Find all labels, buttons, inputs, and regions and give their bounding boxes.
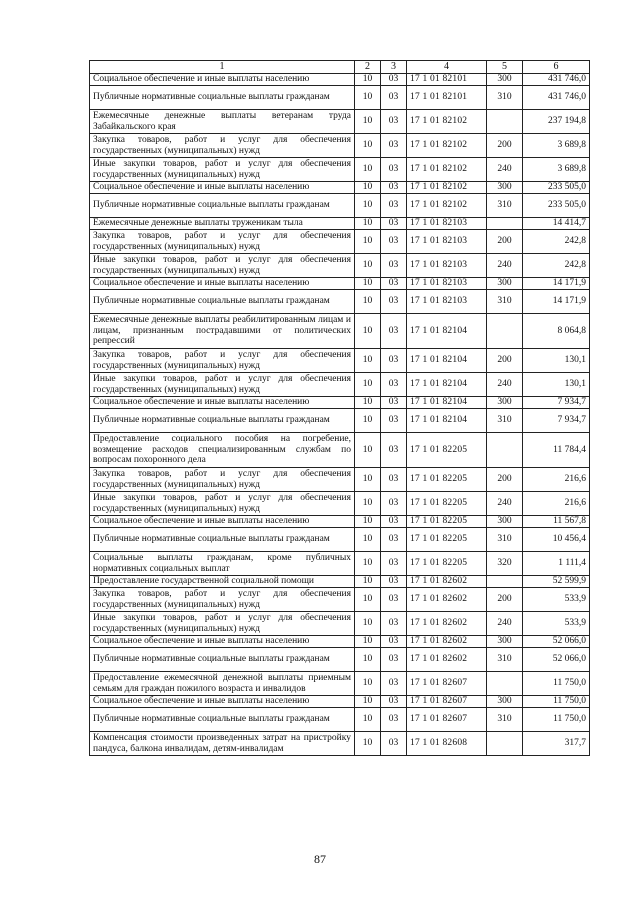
expense-name-cell: Иные закупки товаров, работ и услуг для обеспечения государственных (муниципальных) нужд xyxy=(90,254,355,278)
expense-type-cell: 310 xyxy=(487,409,523,433)
expense-type-cell xyxy=(487,732,523,756)
amount-cell: 317,7 xyxy=(523,732,590,756)
amount-cell: 11 750,0 xyxy=(523,672,590,696)
target-article-cell: 17 1 01 82101 xyxy=(407,74,487,86)
amount-cell: 233 505,0 xyxy=(523,182,590,194)
table-row xyxy=(90,672,590,696)
subsection-cell: 03 xyxy=(381,182,407,194)
amount-cell: 14 414,7 xyxy=(523,218,590,230)
amount-cell: 10 456,4 xyxy=(523,528,590,552)
section-cell: 10 xyxy=(355,194,381,218)
subsection-cell: 03 xyxy=(381,648,407,672)
target-article-cell: 17 1 01 82607 xyxy=(407,696,487,708)
table-row xyxy=(90,86,590,110)
target-article-cell: 17 1 01 82205 xyxy=(407,528,487,552)
amount-cell: 1 111,4 xyxy=(523,552,590,576)
subsection-cell: 03 xyxy=(381,516,407,528)
expense-type-cell xyxy=(487,433,523,468)
section-cell: 10 xyxy=(355,672,381,696)
section-cell: 10 xyxy=(355,492,381,516)
table-row xyxy=(90,218,590,230)
table-row xyxy=(90,433,590,468)
target-article-cell: 17 1 01 82103 xyxy=(407,290,487,314)
section-cell: 10 xyxy=(355,576,381,588)
amount-cell: 52 599,9 xyxy=(523,576,590,588)
subsection-cell: 03 xyxy=(381,134,407,158)
target-article-cell: 17 1 01 82102 xyxy=(407,194,487,218)
column-header: 4 xyxy=(407,61,487,74)
column-header: 6 xyxy=(523,61,590,74)
target-article-cell: 17 1 01 82205 xyxy=(407,468,487,492)
expense-name-cell: Закупка товаров, работ и услуг для обеспечения государственных (муниципальных) нужд xyxy=(90,588,355,612)
target-article-cell: 17 1 01 82104 xyxy=(407,314,487,349)
expense-name-cell: Публичные нормативные социальные выплаты гражданам xyxy=(90,290,355,314)
expense-name-cell: Предоставление ежемесячной денежной выплаты приемным семьям для граждан пожилого возраста и инвалидов xyxy=(90,672,355,696)
expense-name-cell: Ежемесячные денежные выплаты реабилитированным лицам и лицам, признанным пострадавшими от политических репрессий xyxy=(90,314,355,349)
subsection-cell: 03 xyxy=(381,314,407,349)
target-article-cell: 17 1 01 82602 xyxy=(407,576,487,588)
subsection-cell: 03 xyxy=(381,552,407,576)
section-cell: 10 xyxy=(355,278,381,290)
table-row xyxy=(90,492,590,516)
expense-name-cell: Социальное обеспечение и иные выплаты населению xyxy=(90,278,355,290)
target-article-cell: 17 1 01 82205 xyxy=(407,492,487,516)
expense-type-cell: 300 xyxy=(487,636,523,648)
table-row xyxy=(90,110,590,134)
target-article-cell: 17 1 01 82602 xyxy=(407,588,487,612)
subsection-cell: 03 xyxy=(381,672,407,696)
section-cell: 10 xyxy=(355,290,381,314)
amount-cell: 52 066,0 xyxy=(523,648,590,672)
expense-name-cell: Социальное обеспечение и иные выплаты населению xyxy=(90,74,355,86)
subsection-cell: 03 xyxy=(381,636,407,648)
expense-name-cell: Публичные нормативные социальные выплаты гражданам xyxy=(90,86,355,110)
expense-name-cell: Иные закупки товаров, работ и услуг для обеспечения государственных (муниципальных) нужд xyxy=(90,612,355,636)
amount-cell: 242,8 xyxy=(523,254,590,278)
expense-type-cell: 310 xyxy=(487,194,523,218)
amount-cell: 14 171,9 xyxy=(523,278,590,290)
target-article-cell: 17 1 01 82102 xyxy=(407,182,487,194)
expense-type-cell: 240 xyxy=(487,492,523,516)
expense-type-cell: 310 xyxy=(487,290,523,314)
table-row xyxy=(90,373,590,397)
expense-name-cell: Публичные нормативные социальные выплаты гражданам xyxy=(90,409,355,433)
budget-table xyxy=(89,60,590,756)
expense-type-cell: 310 xyxy=(487,86,523,110)
expense-name-cell: Предоставление государственной социальной помощи xyxy=(90,576,355,588)
expense-name-cell: Иные закупки товаров, работ и услуг для обеспечения государственных (муниципальных) нужд xyxy=(90,492,355,516)
expense-type-cell: 300 xyxy=(487,74,523,86)
table-row xyxy=(90,576,590,588)
table-header-row xyxy=(90,61,590,74)
section-cell: 10 xyxy=(355,158,381,182)
expense-type-cell: 200 xyxy=(487,134,523,158)
expense-type-cell: 200 xyxy=(487,588,523,612)
amount-cell: 130,1 xyxy=(523,373,590,397)
amount-cell: 242,8 xyxy=(523,230,590,254)
table-row xyxy=(90,552,590,576)
expense-type-cell xyxy=(487,218,523,230)
section-cell: 10 xyxy=(355,552,381,576)
amount-cell: 216,6 xyxy=(523,468,590,492)
expense-name-cell: Компенсация стоимости произведенных затрат на пристройку пандуса, балкона инвалидам, детям-инвалидам xyxy=(90,732,355,756)
target-article-cell: 17 1 01 82103 xyxy=(407,254,487,278)
column-header: 2 xyxy=(355,61,381,74)
table-row xyxy=(90,516,590,528)
amount-cell: 533,9 xyxy=(523,612,590,636)
expense-type-cell: 310 xyxy=(487,648,523,672)
table-row xyxy=(90,588,590,612)
subsection-cell: 03 xyxy=(381,110,407,134)
amount-cell: 233 505,0 xyxy=(523,194,590,218)
expense-name-cell: Социальное обеспечение и иные выплаты населению xyxy=(90,397,355,409)
subsection-cell: 03 xyxy=(381,158,407,182)
table-row xyxy=(90,134,590,158)
amount-cell: 7 934,7 xyxy=(523,397,590,409)
section-cell: 10 xyxy=(355,708,381,732)
table-row xyxy=(90,648,590,672)
section-cell: 10 xyxy=(355,373,381,397)
section-cell: 10 xyxy=(355,134,381,158)
amount-cell: 130,1 xyxy=(523,349,590,373)
target-article-cell: 17 1 01 82101 xyxy=(407,86,487,110)
table-row xyxy=(90,290,590,314)
amount-cell: 11 750,0 xyxy=(523,708,590,732)
column-header: 3 xyxy=(381,61,407,74)
section-cell: 10 xyxy=(355,468,381,492)
amount-cell: 237 194,8 xyxy=(523,110,590,134)
section-cell: 10 xyxy=(355,516,381,528)
section-cell: 10 xyxy=(355,230,381,254)
table-row xyxy=(90,636,590,648)
expense-type-cell: 240 xyxy=(487,612,523,636)
subsection-cell: 03 xyxy=(381,433,407,468)
table-row xyxy=(90,182,590,194)
expense-type-cell: 240 xyxy=(487,254,523,278)
subsection-cell: 03 xyxy=(381,576,407,588)
section-cell: 10 xyxy=(355,110,381,134)
subsection-cell: 03 xyxy=(381,218,407,230)
expense-type-cell xyxy=(487,110,523,134)
expense-type-cell: 310 xyxy=(487,528,523,552)
expense-type-cell xyxy=(487,314,523,349)
section-cell: 10 xyxy=(355,636,381,648)
target-article-cell: 17 1 01 82102 xyxy=(407,158,487,182)
amount-cell: 52 066,0 xyxy=(523,636,590,648)
expense-type-cell: 300 xyxy=(487,182,523,194)
expense-name-cell: Ежемесячные денежные выплаты ветеранам труда Забайкальского края xyxy=(90,110,355,134)
target-article-cell: 17 1 01 82104 xyxy=(407,349,487,373)
expense-name-cell: Ежемесячные денежные выплаты труженикам тыла xyxy=(90,218,355,230)
section-cell: 10 xyxy=(355,74,381,86)
section-cell: 10 xyxy=(355,732,381,756)
subsection-cell: 03 xyxy=(381,254,407,278)
expense-type-cell: 200 xyxy=(487,349,523,373)
expense-type-cell: 240 xyxy=(487,158,523,182)
expense-name-cell: Публичные нормативные социальные выплаты гражданам xyxy=(90,194,355,218)
column-header: 5 xyxy=(487,61,523,74)
expense-type-cell: 240 xyxy=(487,373,523,397)
expense-name-cell: Публичные нормативные социальные выплаты гражданам xyxy=(90,528,355,552)
target-article-cell: 17 1 01 82607 xyxy=(407,708,487,732)
section-cell: 10 xyxy=(355,409,381,433)
expense-type-cell xyxy=(487,672,523,696)
table-row xyxy=(90,194,590,218)
expense-name-cell: Социальное обеспечение и иные выплаты населению xyxy=(90,182,355,194)
subsection-cell: 03 xyxy=(381,86,407,110)
expense-type-cell: 300 xyxy=(487,516,523,528)
section-cell: 10 xyxy=(355,86,381,110)
target-article-cell: 17 1 01 82103 xyxy=(407,218,487,230)
target-article-cell: 17 1 01 82103 xyxy=(407,230,487,254)
target-article-cell: 17 1 01 82104 xyxy=(407,373,487,397)
subsection-cell: 03 xyxy=(381,349,407,373)
table-row xyxy=(90,278,590,290)
section-cell: 10 xyxy=(355,696,381,708)
amount-cell: 216,6 xyxy=(523,492,590,516)
subsection-cell: 03 xyxy=(381,194,407,218)
section-cell: 10 xyxy=(355,349,381,373)
amount-cell: 7 934,7 xyxy=(523,409,590,433)
table-row xyxy=(90,314,590,349)
column-header: 1 xyxy=(90,61,355,74)
subsection-cell: 03 xyxy=(381,696,407,708)
expense-name-cell: Закупка товаров, работ и услуг для обеспечения государственных (муниципальных) нужд xyxy=(90,134,355,158)
table-row xyxy=(90,158,590,182)
section-cell: 10 xyxy=(355,254,381,278)
target-article-cell: 17 1 01 82102 xyxy=(407,134,487,158)
amount-cell: 3 689,8 xyxy=(523,134,590,158)
target-article-cell: 17 1 01 82205 xyxy=(407,516,487,528)
amount-cell: 14 171,9 xyxy=(523,290,590,314)
section-cell: 10 xyxy=(355,397,381,409)
section-cell: 10 xyxy=(355,314,381,349)
expense-name-cell: Социальные выплаты гражданам, кроме публичных нормативных социальных выплат xyxy=(90,552,355,576)
section-cell: 10 xyxy=(355,433,381,468)
target-article-cell: 17 1 01 82205 xyxy=(407,552,487,576)
subsection-cell: 03 xyxy=(381,290,407,314)
target-article-cell: 17 1 01 82104 xyxy=(407,397,487,409)
subsection-cell: 03 xyxy=(381,612,407,636)
subsection-cell: 03 xyxy=(381,278,407,290)
subsection-cell: 03 xyxy=(381,373,407,397)
target-article-cell: 17 1 01 82102 xyxy=(407,110,487,134)
expense-type-cell: 200 xyxy=(487,230,523,254)
section-cell: 10 xyxy=(355,528,381,552)
amount-cell: 11 750,0 xyxy=(523,696,590,708)
table-row xyxy=(90,468,590,492)
table-row xyxy=(90,528,590,552)
table-row xyxy=(90,612,590,636)
table-row xyxy=(90,696,590,708)
expense-name-cell: Публичные нормативные социальные выплаты гражданам xyxy=(90,708,355,732)
expense-name-cell: Закупка товаров, работ и услуг для обеспечения государственных (муниципальных) нужд xyxy=(90,230,355,254)
expense-name-cell: Иные закупки товаров, работ и услуг для обеспечения государственных (муниципальных) нужд xyxy=(90,158,355,182)
table-row xyxy=(90,254,590,278)
amount-cell: 431 746,0 xyxy=(523,86,590,110)
section-cell: 10 xyxy=(355,612,381,636)
expense-name-cell: Иные закупки товаров, работ и услуг для обеспечения государственных (муниципальных) нужд xyxy=(90,373,355,397)
target-article-cell: 17 1 01 82103 xyxy=(407,278,487,290)
section-cell: 10 xyxy=(355,648,381,672)
target-article-cell: 17 1 01 82608 xyxy=(407,732,487,756)
page-number: 87 xyxy=(314,852,326,866)
amount-cell: 533,9 xyxy=(523,588,590,612)
table-row xyxy=(90,397,590,409)
subsection-cell: 03 xyxy=(381,492,407,516)
target-article-cell: 17 1 01 82602 xyxy=(407,636,487,648)
subsection-cell: 03 xyxy=(381,74,407,86)
expense-type-cell: 300 xyxy=(487,696,523,708)
expense-name-cell: Предоставление социального пособия на погребение, возмещение расходов специализированным службам по вопросам похоронного дела xyxy=(90,433,355,468)
subsection-cell: 03 xyxy=(381,588,407,612)
table-row xyxy=(90,349,590,373)
target-article-cell: 17 1 01 82607 xyxy=(407,672,487,696)
expense-name-cell: Социальное обеспечение и иные выплаты населению xyxy=(90,516,355,528)
expense-name-cell: Социальное обеспечение и иные выплаты населению xyxy=(90,636,355,648)
table-row xyxy=(90,230,590,254)
subsection-cell: 03 xyxy=(381,468,407,492)
amount-cell: 11 784,4 xyxy=(523,433,590,468)
expense-type-cell: 200 xyxy=(487,468,523,492)
amount-cell: 3 689,8 xyxy=(523,158,590,182)
amount-cell: 431 746,0 xyxy=(523,74,590,86)
expense-type-cell: 310 xyxy=(487,708,523,732)
subsection-cell: 03 xyxy=(381,230,407,254)
section-cell: 10 xyxy=(355,588,381,612)
table-row xyxy=(90,74,590,86)
expense-type-cell: 300 xyxy=(487,278,523,290)
expense-type-cell: 300 xyxy=(487,397,523,409)
target-article-cell: 17 1 01 82602 xyxy=(407,612,487,636)
expense-type-cell xyxy=(487,576,523,588)
target-article-cell: 17 1 01 82205 xyxy=(407,433,487,468)
target-article-cell: 17 1 01 82104 xyxy=(407,409,487,433)
expense-name-cell: Закупка товаров, работ и услуг для обеспечения государственных (муниципальных) нужд xyxy=(90,349,355,373)
subsection-cell: 03 xyxy=(381,397,407,409)
subsection-cell: 03 xyxy=(381,528,407,552)
section-cell: 10 xyxy=(355,218,381,230)
expense-name-cell: Закупка товаров, работ и услуг для обеспечения государственных (муниципальных) нужд xyxy=(90,468,355,492)
table-row xyxy=(90,732,590,756)
table-row xyxy=(90,708,590,732)
section-cell: 10 xyxy=(355,182,381,194)
subsection-cell: 03 xyxy=(381,409,407,433)
subsection-cell: 03 xyxy=(381,732,407,756)
amount-cell: 8 064,8 xyxy=(523,314,590,349)
expense-type-cell: 320 xyxy=(487,552,523,576)
expense-name-cell: Публичные нормативные социальные выплаты гражданам xyxy=(90,648,355,672)
table-row xyxy=(90,409,590,433)
subsection-cell: 03 xyxy=(381,708,407,732)
expense-name-cell: Социальное обеспечение и иные выплаты населению xyxy=(90,696,355,708)
target-article-cell: 17 1 01 82602 xyxy=(407,648,487,672)
amount-cell: 11 567,8 xyxy=(523,516,590,528)
